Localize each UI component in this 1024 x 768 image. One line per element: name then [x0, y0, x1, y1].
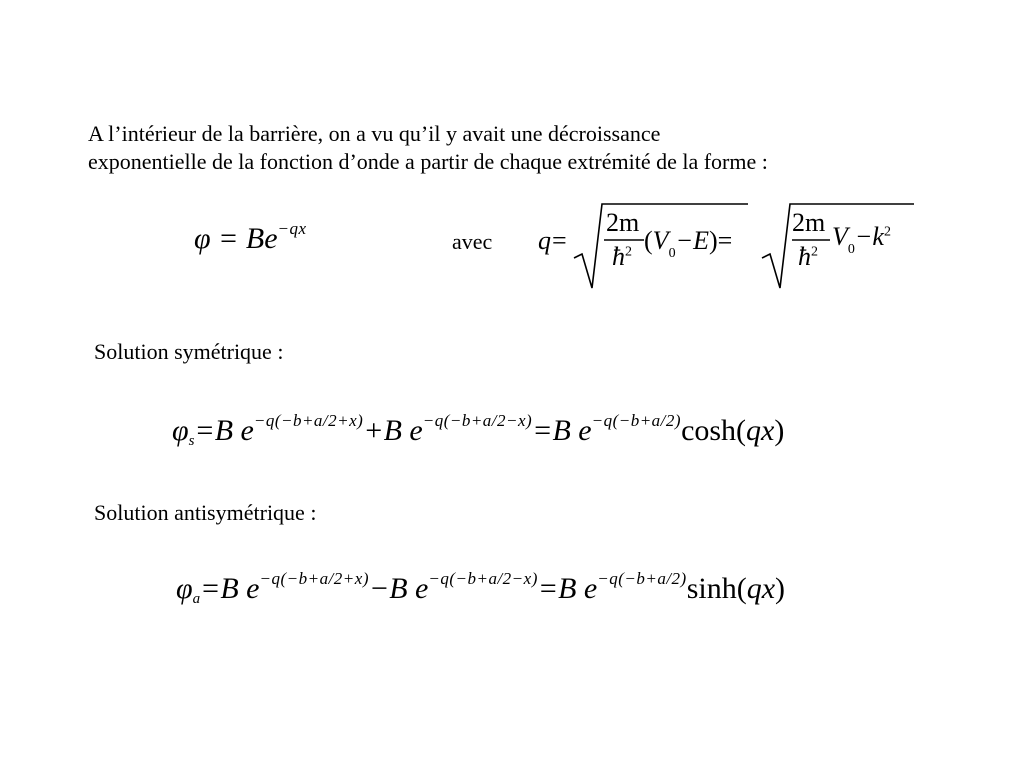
phi-a: φ: [176, 572, 193, 605]
v0-minus-k2: $V_0-k^2$: [832, 222, 891, 257]
term-1: =B e: [194, 414, 254, 447]
numerator-1: 2m: [606, 208, 640, 237]
denominator-1: $ħ^2$: [612, 242, 632, 271]
term-3: =B e: [537, 572, 598, 605]
sinh-close: ): [775, 572, 786, 605]
exp-3: −q(−b+a/2): [597, 569, 687, 588]
term-2: −B e: [368, 572, 429, 605]
cosh-close: ): [774, 414, 785, 447]
exp-1: −q(−b+a/2+x): [253, 411, 364, 430]
q-symbol: q: [538, 226, 551, 255]
equation-q: [536, 196, 926, 296]
intro-paragraph: [88, 120, 768, 176]
exp-2: −q(−b+a/2−x): [428, 569, 538, 588]
term-2: +B e: [363, 414, 423, 447]
paren-group-1: $(V_0-E)=$: [644, 226, 733, 261]
sub-s: s: [188, 433, 195, 449]
sub-a: a: [192, 591, 201, 607]
symmetric-equation: [172, 411, 785, 449]
cosh-func: cosh(: [681, 414, 747, 447]
phi-symbol: φ: [194, 222, 211, 255]
exp-2: −q(−b+a/2−x): [422, 411, 533, 430]
symmetric-label: Solution symétrique :: [94, 339, 284, 364]
term-3: =B e: [532, 414, 592, 447]
exponent: −qx: [277, 219, 307, 238]
intro-line-1: A l’intérieur de la barrière, on a vu qu’il y avait une décroissance: [88, 121, 661, 146]
q-equals: =: [552, 226, 567, 255]
term-1: =B e: [200, 572, 260, 605]
sinh-func: sinh(: [686, 572, 747, 605]
cosh-arg: qx: [746, 414, 775, 447]
equation-phi: [194, 219, 307, 256]
exp-3: −q(−b+a/2): [591, 411, 682, 430]
sinh-arg: qx: [746, 572, 776, 605]
intro-line-2: exponentielle de la fonction d’onde a partir de chaque extrémité de la forme :: [88, 149, 768, 174]
numerator-2: 2m: [792, 208, 826, 237]
antisymmetric-equation: [176, 569, 786, 607]
antisymmetric-label: Solution antisymétrique :: [94, 500, 317, 525]
exp-1: −q(−b+a/2+x): [259, 569, 369, 588]
exp-e: e: [264, 222, 278, 255]
equals-b: = B: [218, 222, 265, 255]
denominator-2: $ħ^2$: [798, 242, 818, 271]
phi-s: φ: [172, 414, 189, 447]
avec-label: avec: [452, 229, 493, 254]
